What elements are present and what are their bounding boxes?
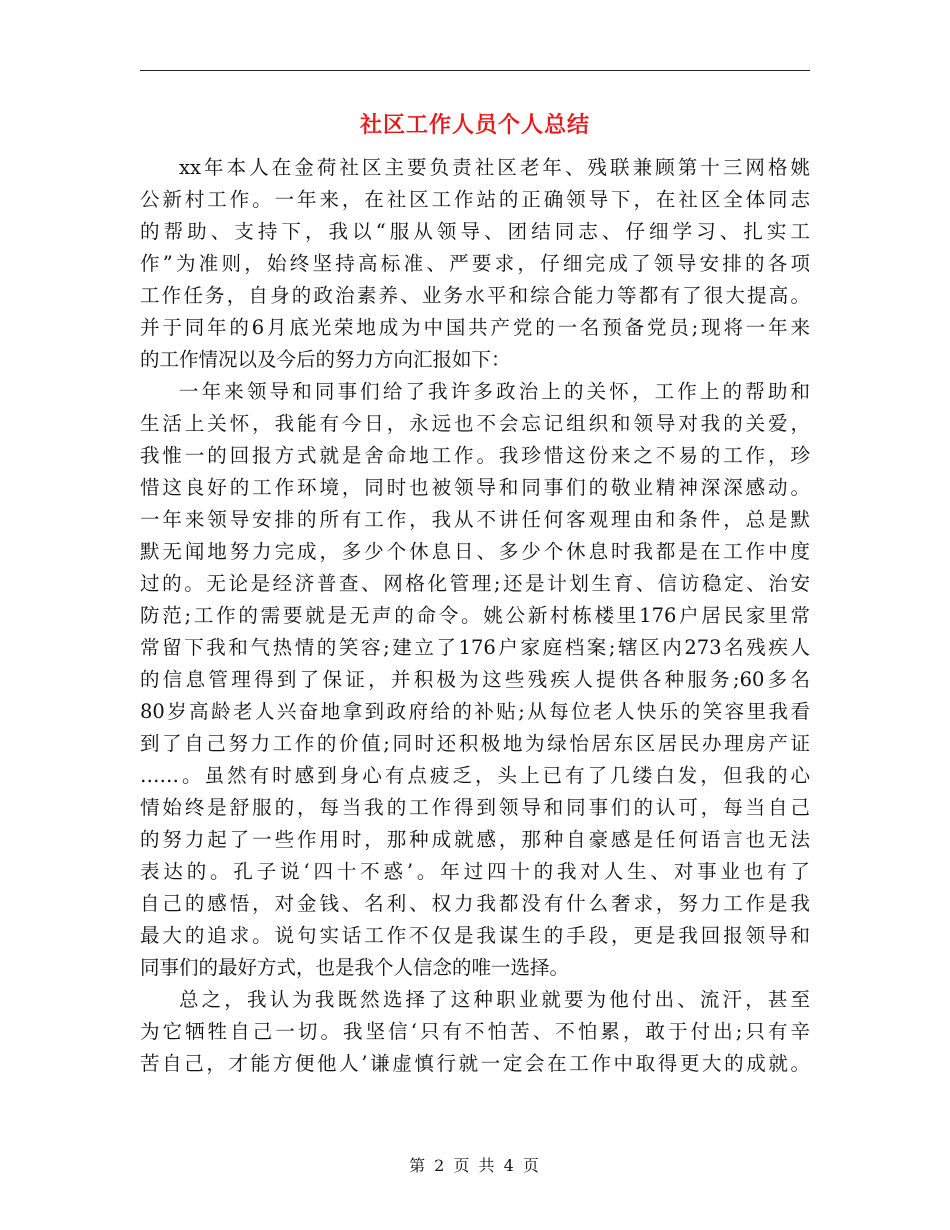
body-text-line: 默无闻地努力完成，多少个休息日、多少个休息时我都是在工作中度 — [140, 540, 810, 563]
body-text-line: 防范;工作的需要就是无声的命令。姚公新村栋楼里176户居民家里常 — [140, 604, 810, 627]
body-text-line: 一年来领导和同事们给了我许多政治上的关怀，工作上的帮助和 — [179, 380, 810, 403]
body-text-line: 工作任务，自身的政治素养、业务水平和综合能力等都有了很大提高。 — [140, 284, 810, 307]
body-text-line: 过的。无论是经济普查、网格化管理;还是计划生育、信访稳定、治安 — [140, 572, 810, 595]
document-body — [140, 152, 810, 1080]
body-text-line: 我惟一的回报方式就是舍命地工作。我珍惜这份来之不易的工作，珍 — [140, 444, 810, 467]
page-number-footer: 第 2 页 共 4 页 — [409, 1156, 541, 1175]
body-text-line: 的工作情况以及今后的努力方向汇报如下： — [140, 348, 511, 371]
body-text-line: 常留下我和气热情的笑容;建立了176户家庭档案;辖区内273名残疾人 — [140, 636, 810, 659]
body-text-line: ……。虽然有时感到身心有点疲乏，头上已有了几缕白发，但我的心 — [140, 764, 810, 787]
body-text-line: 公新村工作。一年来，在社区工作站的正确领导下，在社区全体同志 — [140, 188, 810, 211]
body-text-line: 同事们的最好方式，也是我个人信念的唯一选择。 — [140, 956, 570, 979]
body-text-line: 80岁高龄老人兴奋地拿到政府给的补贴;从每位老人快乐的笑容里我看 — [140, 700, 810, 723]
body-text-line: 惜这良好的工作环境，同时也被领导和同事们的敬业精神深深感动。 — [140, 476, 810, 499]
body-text-line: 为它牺牲自己一切。我坚信‘只有不怕苦、不怕累，敢于付出;只有辛 — [140, 1020, 810, 1043]
body-text-line: 生活上关怀，我能有今日，永远也不会忘记组织和领导对我的关爱， — [140, 412, 810, 435]
body-text-line: 一年来领导安排的所有工作，我从不讲任何客观理由和条件，总是默 — [140, 508, 810, 531]
body-text-line: 自己的感悟，对金钱、名利、权力我都没有什么奢求，努力工作是我 — [140, 892, 810, 915]
body-text-line: 苦自己，才能方便他人’谦虚慎行就一定会在工作中取得更大的成就。 — [140, 1052, 810, 1075]
body-text-line: 的努力起了一些作用时，那种成就感，那种自豪感是任何语言也无法 — [140, 828, 810, 851]
body-text-line: 表达的。孔子说‘四十不惑’。年过四十的我对人生、对事业也有了 — [140, 860, 810, 883]
body-text-line: xx年本人在金荷社区主要负责社区老年、残联兼顾第十三网格姚 — [179, 156, 810, 179]
body-text-line: 的帮助、支持下，我以“服从领导、团结同志、仔细学习、扎实工 — [140, 220, 810, 243]
body-text-line: 到了自己努力工作的价值;同时还积极地为绿怡居东区居民办理房产证 — [140, 732, 810, 755]
body-text-line: 总之，我认为我既然选择了这种职业就要为他付出、流汗，甚至 — [179, 988, 810, 1011]
body-text-line: 情始终是舒服的，每当我的工作得到领导和同事们的认可，每当自己 — [140, 796, 810, 819]
body-text-line: 最大的追求。说句实话工作不仅是我谋生的手段，更是我回报领导和 — [140, 924, 810, 947]
document-title: 社区工作人员个人总结 — [359, 112, 590, 138]
body-text-line: 并于同年的6月底光荣地成为中国共产党的一名预备党员;现将一年来 — [140, 316, 810, 339]
body-text-line: 作”为准则，始终坚持高标准、严要求，仔细完成了领导安排的各项 — [140, 252, 810, 275]
header-rule — [140, 70, 810, 71]
body-text-line: 的信息管理得到了保证，并积极为这些残疾人提供各种服务;60多名 — [140, 668, 810, 691]
